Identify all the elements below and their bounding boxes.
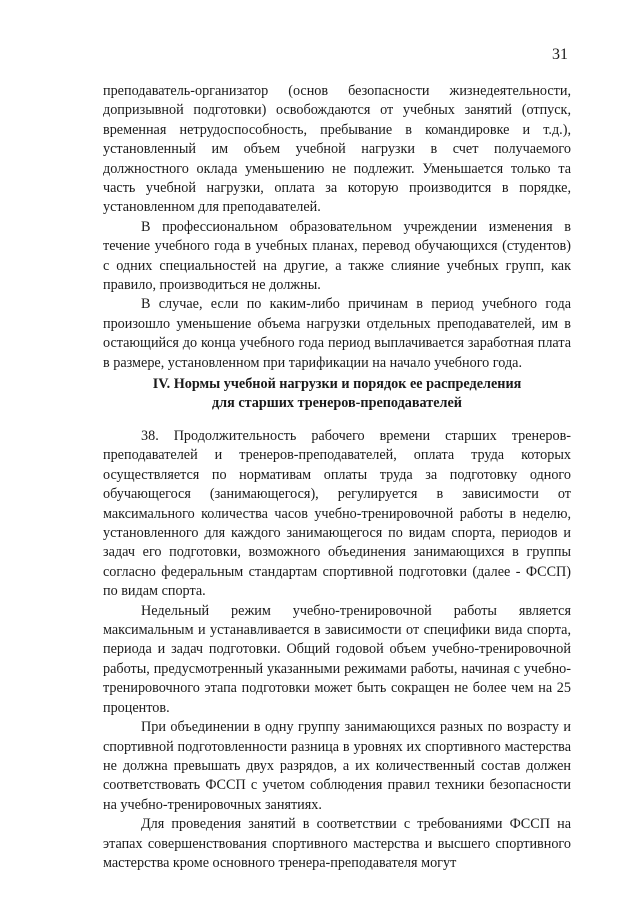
- paragraph: Недельный режим учебно-тренировочной работы является максимальным и устанавливается в зависимости от специфики вида спорта, периода и задач подготовки. Общий годовой объем учебно-тренировочной работы, предусмотренный указанными режимами работы, начиная с учебно-тренировочного этапа подготовки может быть сокращен не более чем на 25 процентов.: [103, 602, 571, 716]
- text-block-top: [103, 82, 571, 373]
- text-block-bottom: [103, 427, 571, 873]
- paragraph: В случае, если по каким-либо причинам в период учебного года произошло уменьшение объема нагрузки отдельных преподавателей, им в остающийся до конца учебного года период выплачивается заработная плата в размере, установленном при тарификации на начало учебного года.: [103, 296, 571, 371]
- paragraph: При объединении в одну группу занимающихся разных по возрасту и спортивной подготовленности разница в уровнях их спортивного мастерства не должна превышать двух разрядов, а их количественный состав должен соответствовать ФССП с учетом соблюдения правил техники безопасности на учебно-тренировочных занятиях.: [103, 719, 571, 813]
- page-number: 31: [552, 46, 568, 63]
- paragraph: В профессиональном образовательном учреждении изменения в течение учебного года в учебных планах, перевод обучающихся (студентов) с одних специальностей на другие, а также слияние учебных групп, как правило, производиться не должны.: [103, 218, 571, 294]
- section-heading: [103, 375, 571, 414]
- paragraph: Для проведения занятий в соответствии с требованиями ФССП на этапах совершенствования спортивного мастерства и высшего спортивного мастерства кроме основного тренера-преподавателя могут: [103, 816, 571, 871]
- paragraph: 38. Продолжительность рабочего времени старших тренеров-преподавателей и тренеров-преподавателей, оплата труда которых осуществляется по нормативам оплаты труда за подготовку одного обучающегося (занимающегося), регулируется в зависимости от максимального количества часов учебно-тренировочной работы в неделю, установленного для каждого занимающегося по видам спорта, периодов и задач его подготовки, возможного объединения занимающихся в группы согласно федеральным стандартам спортивной подготовки (далее - ФССП) по видам спорта.: [103, 428, 571, 600]
- paragraph: преподаватель-организатор (основ безопасности жизнедеятельности, допризывной подготовки) освобождаются от учебных занятий (отпуск, временная нетрудоспособность, пребывание в командировке и т.д.), установленный им объем учебной нагрузки в счет получаемого должностного оклада уменьшению не подлежит. Уменьшается только та часть учебной нагрузки, оплата за которую производится в порядке, установленном для преподавателей.: [103, 83, 571, 216]
- section-heading-line1: IV. Нормы учебной нагрузки и порядок ее распределения: [152, 376, 522, 392]
- section-heading-line2: для старших тренеров-преподавателей: [212, 395, 462, 412]
